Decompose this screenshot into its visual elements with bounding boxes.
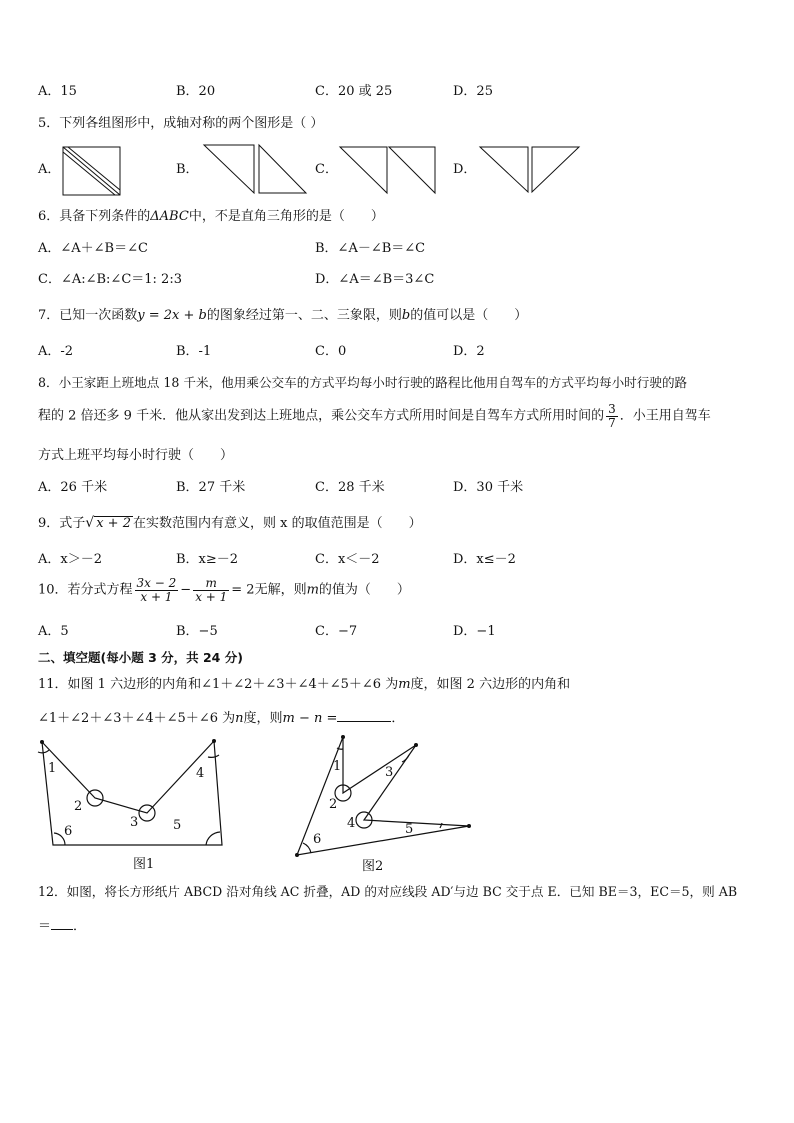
option-b: B．x≥－2 (176, 552, 239, 567)
option-d: D．x≤－2 (453, 552, 516, 567)
q10-stem-pre: 10．若分式方程 (38, 582, 133, 598)
option-a: A．26 千米 (38, 480, 108, 495)
option-b: B．27 千米 (176, 480, 246, 495)
option-a: A．-2 (38, 344, 74, 359)
q9-stem-pre: 9．式子 (38, 516, 86, 531)
option-a: A． (38, 162, 61, 177)
question-5-stem: 5．下列各组图形中，成轴对称的两个图形是（ ） (38, 116, 324, 131)
option-c: C． (315, 162, 338, 177)
option-c: C．x＜－2 (315, 552, 380, 567)
question-8-line1: 8．小王家距上班地点 18 千米，他用乘公交车的方式平均每小时行驶的路程比他用自驾车的方式平均每小时行驶的路 (38, 375, 688, 390)
fig2-label-2: 2 (329, 797, 338, 812)
answer-blank[interactable] (51, 917, 73, 930)
q11-line1-pre: 11．如图 1 六边形的内角和∠1＋∠2＋∠3＋∠4＋∠5＋∠6 为 (38, 677, 399, 692)
q11-line2-pre: ∠1＋∠2＋∠3＋∠4＋∠5＋∠6 为 (38, 711, 236, 726)
q11-line2-end: ． (391, 711, 405, 726)
option-a: A．15 (38, 84, 77, 99)
q12-line2-pre: ＝ (38, 919, 52, 934)
option-a: A．5 (38, 624, 69, 639)
fig1-label-4: 4 (196, 766, 205, 781)
q9-stem-post: 在实数范围内有意义，则 x 的取值范围是（ ） (132, 516, 422, 531)
option-d: D． (453, 162, 477, 177)
q10-minus: − (180, 582, 192, 598)
q10-f1-den: x + 1 (140, 589, 173, 604)
question-9-stem: 9．式子√ x + 2 在实数范围内有意义，则 x 的取值范围是（ ） (38, 515, 422, 531)
q7-stem-post: 的值可以是（ ） (410, 308, 528, 323)
option-d: D．25 (453, 84, 493, 99)
option-a: A．x＞－2 (38, 552, 102, 567)
option-b: B．∠A－∠B＝∠C (315, 241, 426, 256)
option-d: D．30 千米 (453, 480, 524, 495)
q6-triangle: ΔABC (150, 209, 189, 224)
q11-n: n (235, 711, 244, 726)
option-d: D．∠A＝∠B＝3∠C (315, 272, 435, 287)
option-c: C．−7 (315, 624, 358, 639)
option-c: C．20 或 25 (315, 84, 393, 99)
option-d: D．−1 (453, 624, 496, 639)
q11-line1-post: 度，如图 2 六边形的内角和 (410, 677, 571, 692)
fig2-label-5: 5 (405, 822, 414, 837)
option-b: B．-1 (176, 344, 212, 359)
q10-f1-num: 3x − 2 (136, 576, 177, 590)
figure-2-vertices (295, 735, 471, 857)
q12-line2-post: ． (73, 919, 87, 934)
figure-1-vertices (40, 739, 216, 744)
option-b: B．−5 (176, 624, 218, 639)
fig1-label-1: 1 (48, 761, 57, 776)
option-c: C．0 (315, 344, 347, 359)
q8-frac-den: 7 (608, 415, 616, 430)
q11-m: m (398, 677, 411, 692)
q7-stem-mid: 的图象经过第一、二、三象限，则 (206, 308, 402, 323)
q10-f2-den: x + 1 (195, 589, 228, 604)
option-b: B． (176, 162, 199, 177)
q11-expression: m − n = (282, 711, 338, 726)
figure-1-caption: 图1 (133, 857, 155, 872)
section-heading: 二、填空题(每小题 3 分，共 24 分) (38, 650, 243, 665)
q7-function: y = 2x + b (137, 308, 207, 323)
figure-2 (297, 737, 469, 855)
q8-line2-post: ．小王用自驾车 (619, 408, 711, 424)
q9-radicand: x + 2 (96, 516, 131, 531)
q10-var: m (306, 582, 319, 598)
q6-stem-pre: 6．具备下列条件的 (38, 209, 151, 224)
fig1-label-3: 3 (130, 815, 139, 830)
q8-line2-pre: 程的 2 倍还多 9 千米．他从家出发到达上班地点，乘公交车方式所用时间是自驾车方式所用时间的 (38, 408, 605, 424)
option-b: B．20 (176, 84, 216, 99)
fig1-label-6: 6 (64, 824, 73, 839)
fig2-label-4: 4 (347, 816, 356, 831)
q10-stem-end: 的值为（ ） (318, 582, 410, 598)
fig2-label-1: 1 (333, 759, 342, 774)
fig1-label-5: 5 (173, 818, 182, 833)
q11-line2-mid: 度，则 (243, 711, 283, 726)
figure-2-caption: 图2 (362, 859, 384, 874)
question-12-line1: 12．如图，将长方形纸片 ABCD 沿对角线 AC 折叠，AD 的对应线段 AD′与边 BC 交于点 E．已知 BE＝3，EC＝5，则 AB (38, 884, 738, 899)
q10-stem-post: 无解，则 (254, 582, 307, 598)
fig2-label-6: 6 (313, 832, 322, 847)
q10-equals: = 2 (231, 582, 255, 598)
question-8-line3: 方式上班平均每小时行驶（ ） (38, 448, 234, 463)
q7-var: b (401, 308, 411, 323)
q10-f2-num: m (193, 577, 229, 591)
fig2-label-3: 3 (385, 765, 394, 780)
option-a: A．∠A＋∠B＝∠C (38, 241, 148, 256)
option-c: C．28 千米 (315, 480, 385, 495)
question-12-line2 (38, 917, 86, 933)
q6-stem-post: 中，不是直角三角形的是（ ） (188, 209, 384, 224)
option-d: D．2 (453, 344, 485, 359)
fig1-label-2: 2 (74, 799, 83, 814)
q8-frac-num: 3 (608, 402, 616, 416)
option-c: C．∠A:∠B:∠C＝1: 2:3 (38, 272, 182, 287)
q7-stem-pre: 7．已知一次函数 (38, 308, 138, 323)
